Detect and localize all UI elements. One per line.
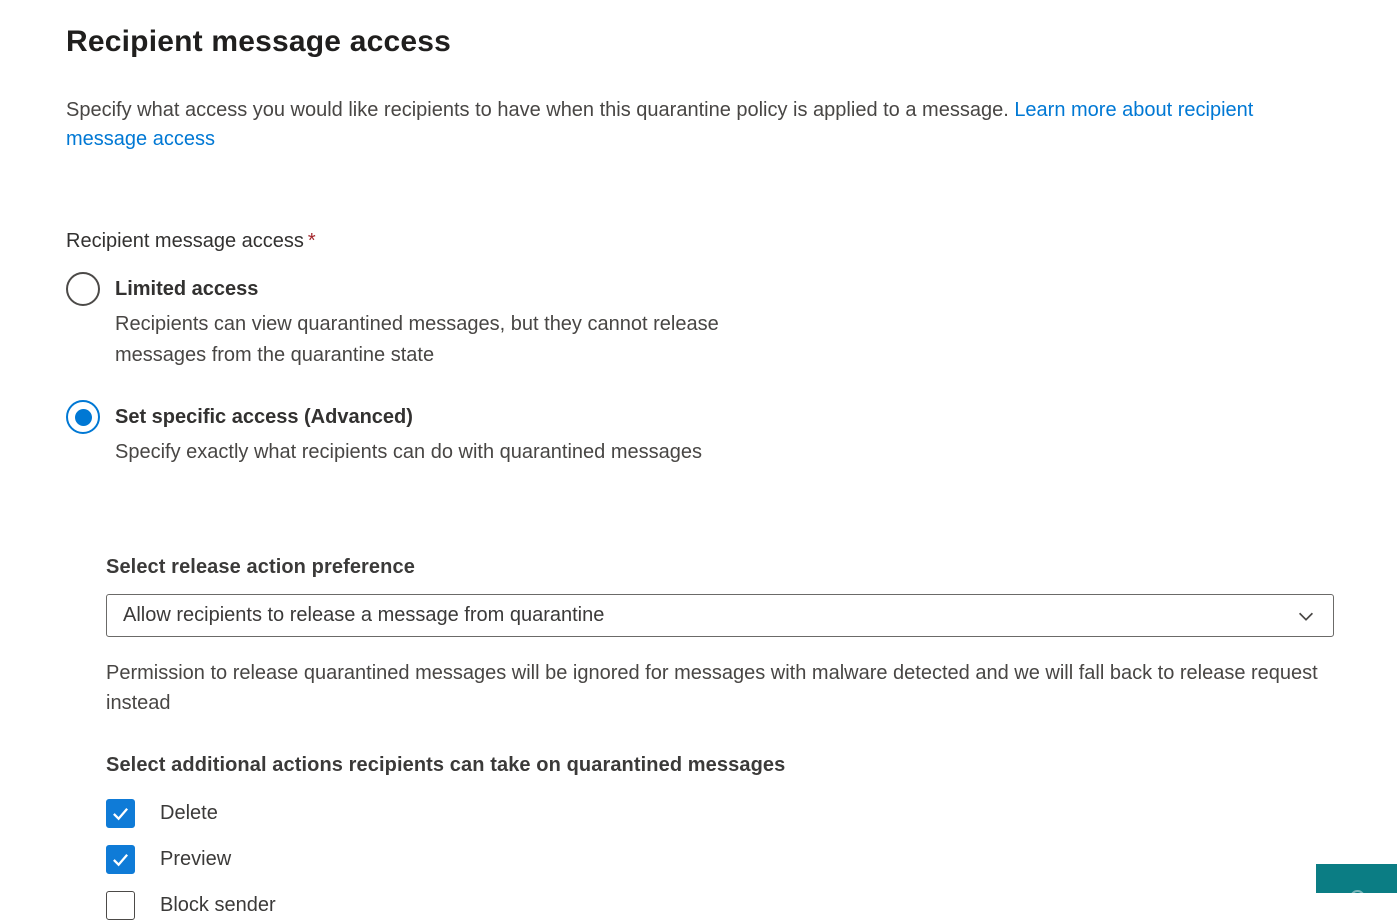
radio-button-icon[interactable] [66, 272, 100, 306]
required-asterisk: * [307, 230, 316, 252]
radio-limited-access[interactable] [66, 272, 1337, 306]
radio-button-icon[interactable] [66, 400, 100, 434]
radio-label[interactable]: Limited access [115, 278, 259, 300]
page-title: Recipient message access [66, 25, 452, 58]
recipient-access-field-label: Recipient message access * [66, 230, 316, 252]
release-action-dropdown[interactable] [106, 594, 1334, 637]
chevron-down-icon [1295, 605, 1317, 627]
additional-actions-label: Select additional actions recipients can take on quarantined messages [106, 754, 786, 776]
advanced-access-section [106, 556, 1337, 920]
radio-option-set-specific-access [66, 400, 1337, 468]
radio-label[interactable]: Set specific access (Advanced) [115, 406, 413, 428]
release-permission-note: Permission to release quarantined messages will be ignored for messages with malware detected and we will fall back to release request instead [106, 662, 1318, 714]
checkbox-icon[interactable] [106, 799, 135, 828]
checkbox-label: Preview [160, 848, 232, 870]
checkbox-icon[interactable] [106, 891, 135, 920]
radio-option-limited-access [66, 272, 1337, 371]
checkbox-label: Delete [160, 802, 218, 824]
page-description-text: Specify what access you would like recipients to have when this quarantine policy is applied to a message. [66, 99, 1009, 121]
additional-actions-checkbox-list [106, 799, 1337, 920]
recipient-access-radio-group [66, 272, 1337, 468]
radio-description: Recipients can view quarantined messages, but they cannot release messages from the quarantine state [115, 313, 719, 366]
release-action-label: Select release action preference [106, 556, 415, 578]
learn-more-link[interactable]: Learn more about recipient message access [66, 99, 1254, 150]
feedback-button[interactable] [1316, 864, 1397, 893]
radio-set-specific-access[interactable] [66, 400, 1337, 434]
page-description [66, 96, 1337, 154]
checkbox-row-block-sender[interactable] [106, 891, 1337, 920]
radio-description: Specify exactly what recipients can do with quarantined messages [115, 441, 702, 463]
checkbox-label: Block sender [160, 894, 276, 916]
checkbox-row-preview[interactable] [106, 845, 1337, 874]
checkmark-icon [111, 850, 130, 869]
checkmark-icon [111, 804, 130, 823]
checkbox-icon[interactable] [106, 845, 135, 874]
release-action-selected-value: Allow recipients to release a message from quarantine [123, 604, 605, 626]
checkbox-row-delete[interactable] [106, 799, 1337, 828]
